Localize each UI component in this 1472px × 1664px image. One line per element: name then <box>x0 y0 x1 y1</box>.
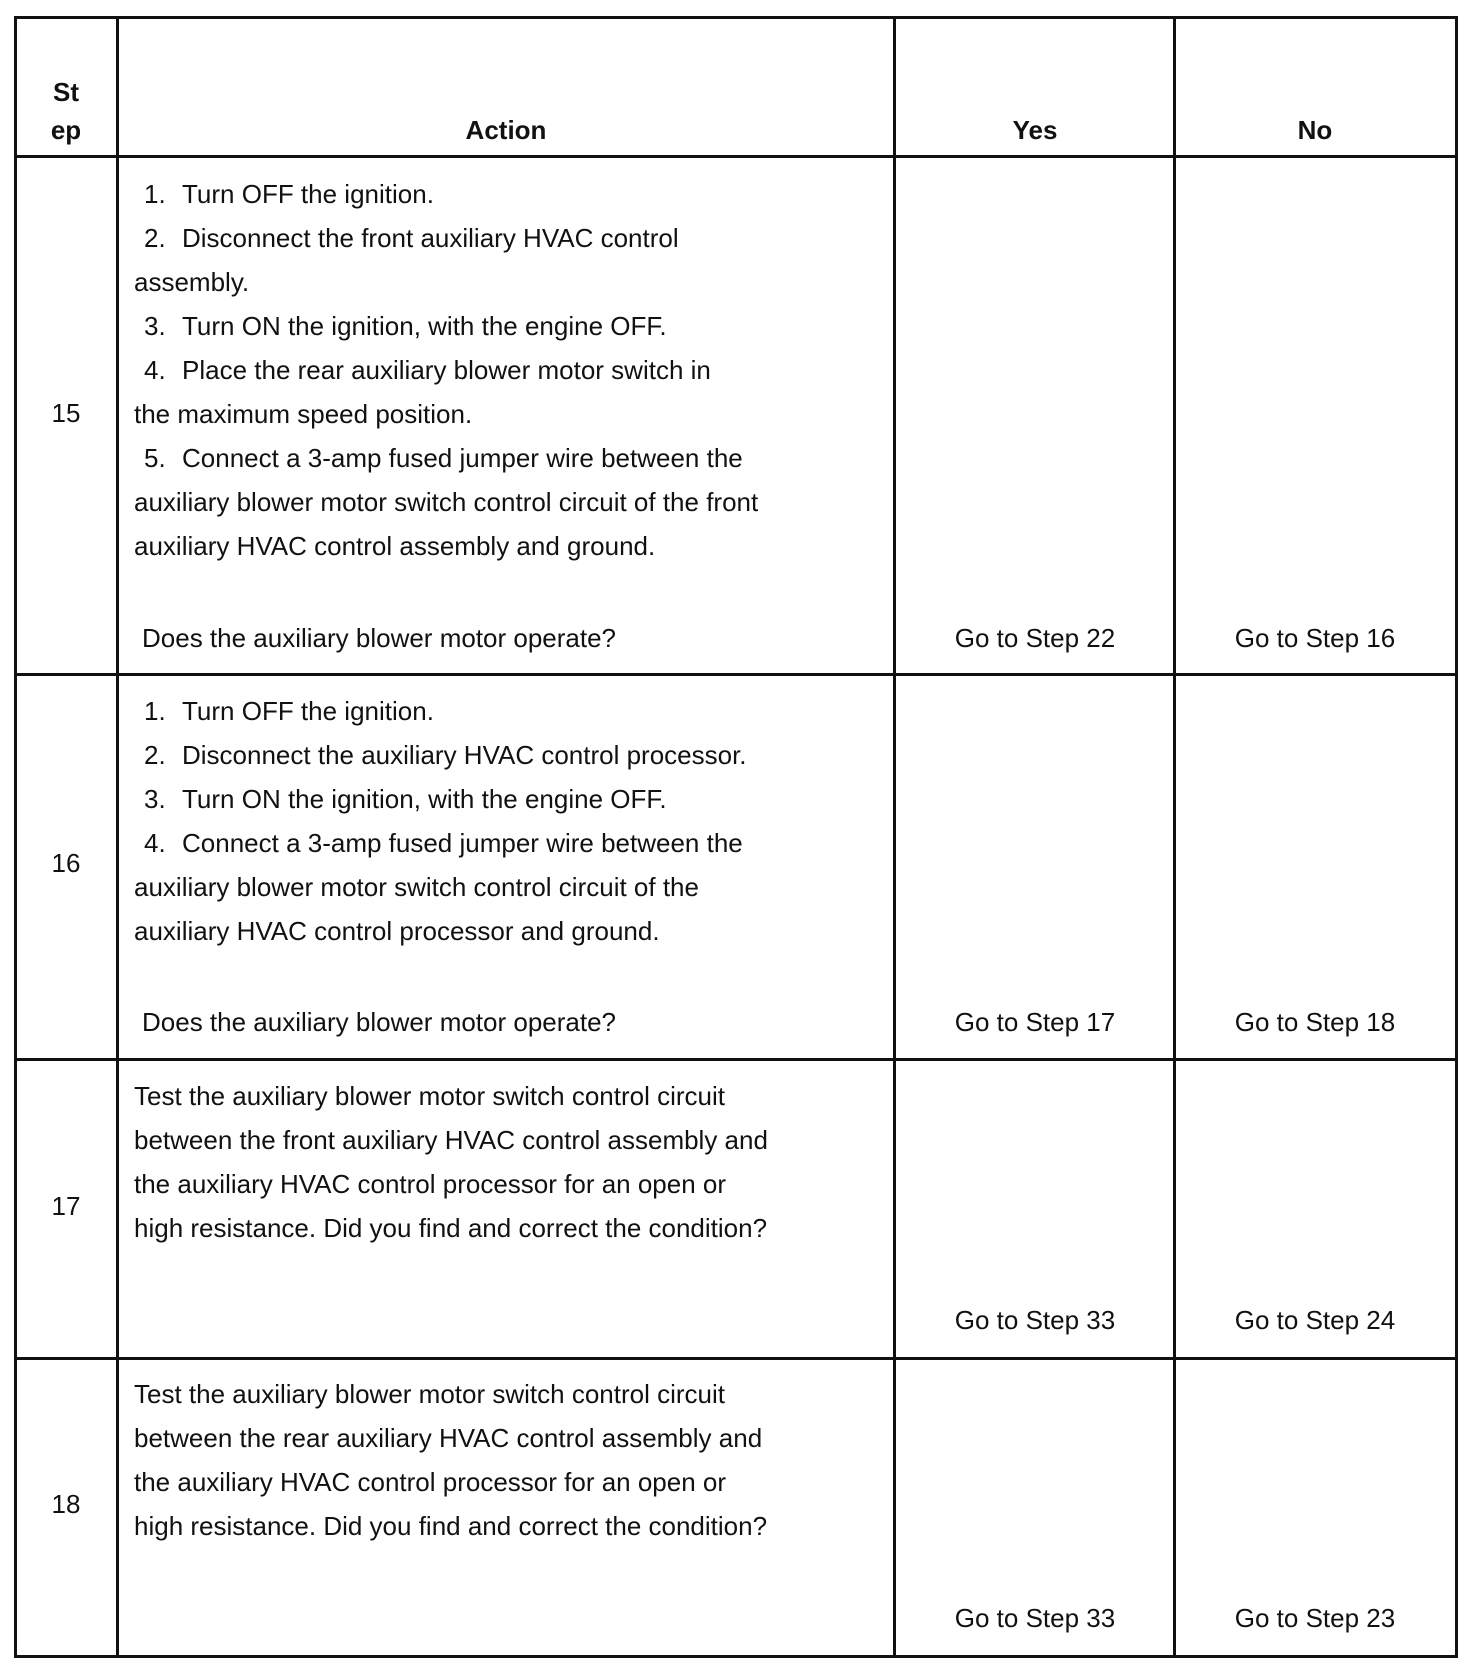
header-yes: Yes <box>1012 115 1058 145</box>
action-line: auxiliary HVAC control processor and ground. <box>134 916 660 946</box>
step-number-16: 16 <box>51 848 81 878</box>
no-15: Go to Step 16 <box>1234 623 1396 653</box>
header-divider <box>14 155 1458 158</box>
action-15 <box>134 172 758 568</box>
table-border-top <box>14 16 1458 19</box>
action-line: 1. Turn OFF the ignition. <box>144 179 434 209</box>
row-divider-15 <box>14 673 1458 676</box>
action-line: 2. Disconnect the front auxiliary HVAC control <box>144 223 679 253</box>
header-step-line2: ep <box>50 115 82 145</box>
action-18 <box>134 1372 767 1548</box>
action-line: 1. Turn OFF the ignition. <box>144 696 434 726</box>
yes-18: Go to Step 33 <box>954 1603 1116 1633</box>
header-action: Action <box>465 115 547 145</box>
action-line: Test the auxiliary blower motor switch control circuit <box>134 1379 725 1409</box>
step-number-17: 17 <box>51 1191 81 1221</box>
action-17 <box>134 1074 768 1250</box>
action-line: 4. Connect a 3-amp fused jumper wire between the <box>144 828 743 858</box>
action-line: assembly. <box>134 267 250 297</box>
action-line: Test the auxiliary blower motor switch control circuit <box>134 1081 725 1111</box>
no-17: Go to Step 24 <box>1234 1305 1396 1335</box>
yes-16: Go to Step 17 <box>954 1007 1116 1037</box>
action-line: 3. Turn ON the ignition, with the engine OFF. <box>144 784 667 814</box>
action-line: high resistance. Did you find and correct the condition? <box>134 1213 768 1243</box>
row-divider-17 <box>14 1357 1458 1360</box>
row-divider-16 <box>14 1058 1458 1061</box>
col-divider-step <box>116 16 119 1658</box>
action-line: auxiliary blower motor switch control circuit of the front <box>134 487 759 517</box>
action-line: high resistance. Did you find and correct the condition? <box>134 1511 768 1541</box>
action-line: the maximum speed position. <box>134 399 473 429</box>
action-line: the auxiliary HVAC control processor for an open or <box>134 1169 727 1199</box>
header-step <box>16 73 116 149</box>
action-line: between the rear auxiliary HVAC control assembly and <box>134 1423 763 1453</box>
action-line: auxiliary blower motor switch control circuit of the <box>134 872 699 902</box>
step-number-15: 15 <box>51 398 81 428</box>
table-border-left <box>14 16 17 1658</box>
header-step-line1: St <box>53 77 79 107</box>
action-line: 3. Turn ON the ignition, with the engine OFF. <box>144 311 667 341</box>
col-divider-yes <box>1173 16 1176 1658</box>
yes-15: Go to Step 22 <box>954 623 1116 653</box>
action-line: the auxiliary HVAC control processor for an open or <box>134 1467 727 1497</box>
question-15: Does the auxiliary blower motor operate? <box>142 623 617 653</box>
action-line: 5. Connect a 3-amp fused jumper wire between the <box>144 443 743 473</box>
no-16: Go to Step 18 <box>1234 1007 1396 1037</box>
action-line: between the front auxiliary HVAC control assembly and <box>134 1125 768 1155</box>
action-line: auxiliary HVAC control assembly and ground. <box>134 531 656 561</box>
action-line: 2. Disconnect the auxiliary HVAC control processor. <box>144 740 747 770</box>
table-border-bottom <box>14 1655 1458 1658</box>
question-16: Does the auxiliary blower motor operate? <box>142 1007 617 1037</box>
header-no: No <box>1297 115 1333 145</box>
action-16 <box>134 689 747 953</box>
table-border-right <box>1455 16 1458 1658</box>
step-number-18: 18 <box>51 1489 81 1519</box>
yes-17: Go to Step 33 <box>954 1305 1116 1335</box>
action-line: 4. Place the rear auxiliary blower motor switch in <box>144 355 711 385</box>
col-divider-action <box>893 16 896 1658</box>
no-18: Go to Step 23 <box>1234 1603 1396 1633</box>
